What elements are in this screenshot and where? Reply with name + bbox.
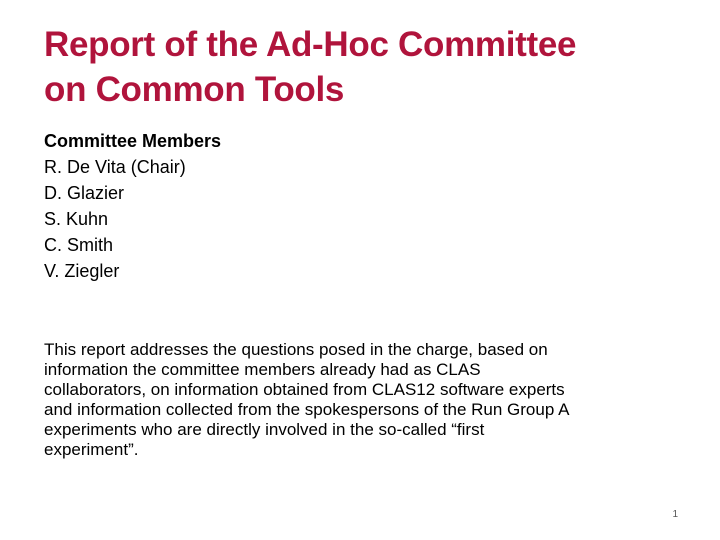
member-name: C. Smith: [44, 235, 114, 255]
member-name: R. De Vita (Chair): [44, 157, 186, 177]
committee-members-heading: Committee Members: [44, 131, 222, 151]
report-summary-paragraph: [44, 340, 684, 460]
page-number: 1: [672, 509, 678, 520]
member-name: D. Glazier: [44, 183, 125, 203]
paragraph-line: information the committee members already had as CLAS: [44, 360, 481, 379]
paragraph-line: experiment”.: [44, 440, 139, 459]
slide-title-line-2: on Common Tools: [44, 70, 345, 109]
committee-members: [44, 128, 444, 284]
paragraph-line: collaborators, on information obtained from CLAS12 software experts: [44, 380, 565, 399]
slide-title-line-1: Report of the Ad-Hoc Committee: [44, 25, 577, 64]
paragraph-line: and information collected from the spokespersons of the Run Group A: [44, 400, 570, 419]
member-name: S. Kuhn: [44, 209, 109, 229]
paragraph-line: experiments who are directly involved in the so-called “first: [44, 420, 485, 439]
paragraph-line: This report addresses the questions posed in the charge, based on: [44, 340, 548, 359]
member-name: V. Ziegler: [44, 261, 120, 281]
slide-title: [44, 22, 684, 112]
